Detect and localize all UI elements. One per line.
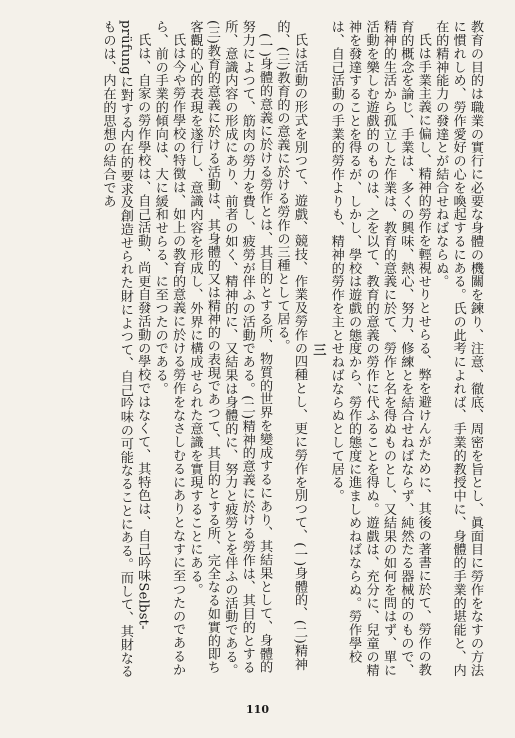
section-heading: 三 <box>310 343 326 357</box>
paragraph: 氏は手業主義に偏し、精神的勞作を輕視せりとせらる、弊を避けんがために、其後の著書に於て、勞作の教育的概念を論じ、手業は、多くの興味、熱心、努力、修練とを結合せねばならず、純然たる器械的のもので、精神的生活から孤立した作業は、教育的意義に於て、勞作と名を得ぬものとし、又結果の如何を問はず、單に活動を樂しむ遊戲的のものは、之を以て、教育的意義の勞作に代ふることを得ぬ。遊戲は、充分に、兒童の精神を發達することを得るが、しかし、學校は遊戲の態度から、勞作的態度に進ましめねばならぬ。勞作學校は、自己活動の手業的勞作よりも、精神的勞作を主とせねばならぬとして居る。 <box>328 20 431 677</box>
paragraph: 氏は活動の形式を別つて、遊戲、競技、作業及勞作の四種とし、更に勞作を別つて、(一)身體的、(二)精神的、(三)教育的の意義に於ける勞作の三種として居る。 <box>274 20 307 671</box>
vertical-body-text <box>37 20 484 680</box>
paragraph: 氏は今や勞作學校の特徴は、如上の教育的意義に於ける勞作をなさしむるにありとなすに至つたのであるから、前の手業的傾向は、大に緩和せらる、に至つたのである。 <box>152 20 186 677</box>
paragraph: 教育の目的は職業の實行に必要な身體の機關を鍊り、注意、徹底、周密を旨とし、眞面目に勞作をなすの方法に慣れしめ、勞作愛好の心を喚起するにある。氏の此考によれば、手業的教授中に、身體的手業的堪能と、内在的精神能力の發達とが結合せねばならぬ。 <box>433 20 483 677</box>
paragraph: (一)身體的意義に於ける勞作とは、其目的とする所、物質的世界を變成するにあり、其結果として、身體的努力によつて、筋肉の勞力を費し、疲勞が伴ふの活動である。(二)精神的意義に於ける勞作は、其目的とする所、意識内容の形成にあり、前者の如く、精神的に、又結果は身體的に、努力と疲勞とを伴ふの活動である。(三)教育的意義に於ける活動は、其身體的又は精神的の表現であつて、其目的とする所、完全なる如實的即ち客觀的心的表現を遂行し、意識内容を形成し、外界に構成せられた意識を實現することにある。 <box>187 20 273 677</box>
page-number: 110 <box>246 703 269 716</box>
paragraph: 氏は、自家の勞作學校は、自己活動、尚更自發活動の學校ではなくて、其特色は、自己吟味Selbst-prüfungに對する内在的要求及創造せられた財によつて、自己吟味の可能なることにある。而して、其財なるものは、内在的思想の結合であ <box>100 20 151 678</box>
